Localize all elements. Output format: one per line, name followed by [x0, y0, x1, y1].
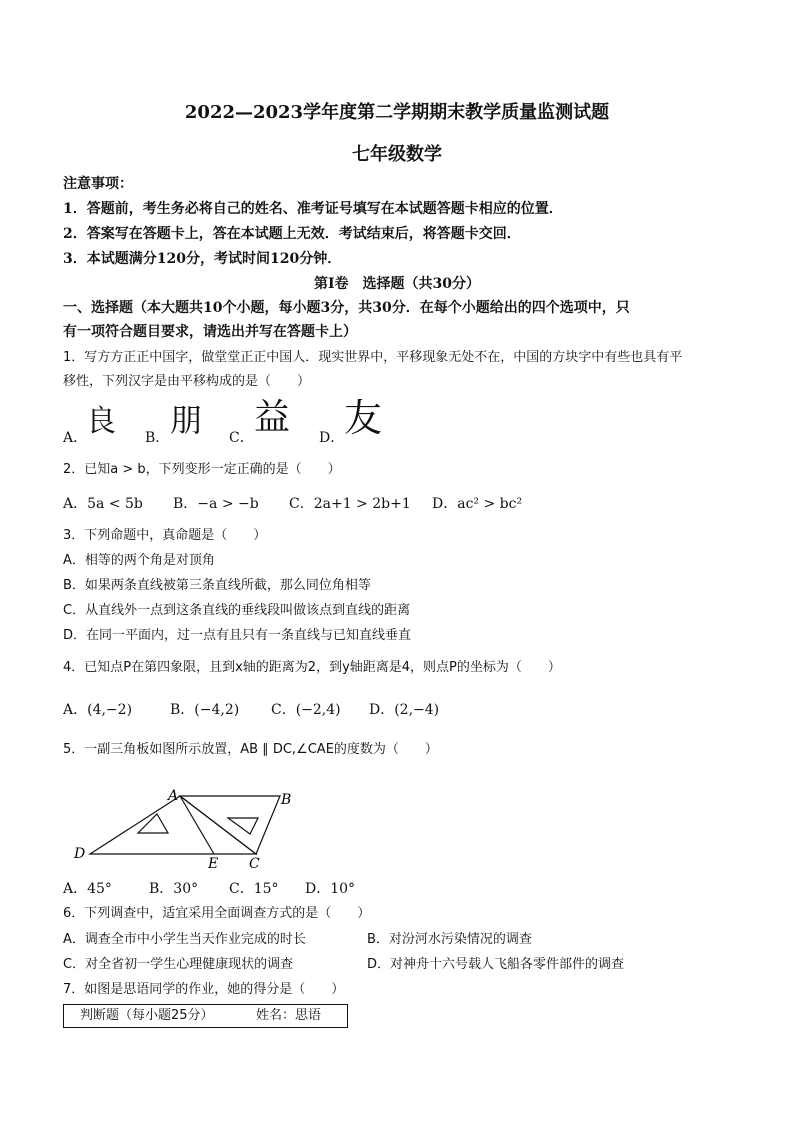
q6-option-b: B．对汾河水污染情况的调查: [367, 932, 532, 947]
q7-stem: 7．如图是思语同学的作业，她的得分是（ ）: [63, 982, 345, 997]
q4-option-d: D．(2,−4): [369, 702, 440, 718]
notice-item-3: 3．本试题满分120分，考试时间120分钟．: [63, 251, 342, 267]
q3-option-a: A．相等的两个角是对顶角: [63, 553, 215, 568]
line-ae: [180, 796, 214, 854]
q6-option-c: C．对全省初一学生心理健康现状的调查: [63, 957, 294, 972]
label-a: A: [168, 788, 179, 804]
q2-stem: 2．已知a > b，下列变形一定正确的是（ ）: [63, 462, 341, 477]
q1-option-c-label: C．: [229, 430, 254, 446]
section1-line2: 有一项符合题目要求，请选出并写在答题卡上）: [63, 324, 357, 340]
q7-box-title: 判断题（每小题25分）: [80, 1008, 214, 1023]
q7-box-name: 姓名：思语: [256, 1008, 322, 1023]
q2-option-a: A．5a < 5b: [63, 496, 143, 512]
large-triangle: [90, 796, 256, 854]
q5-option-d: D．10°: [305, 881, 356, 897]
q1-stem-line2: 移性，下列汉字是由平移构成的是（ ）: [63, 374, 311, 389]
q5-option-b: B．30°: [149, 881, 199, 897]
q4-option-a: A．(4,−2): [63, 702, 133, 718]
q4-stem: 4．已知点P在第四象限，且到x轴的距离为2，到y轴距离是4，则点P的坐标为（ ）: [63, 660, 561, 675]
q5-figure-triangles: [60, 778, 320, 878]
q5-option-c: C．15°: [229, 881, 279, 897]
q1-option-a-label: A．: [63, 430, 88, 446]
q7-homework-box: [63, 1004, 348, 1028]
q2-option-c: C．2a+1 > 2b+1: [289, 496, 411, 512]
q3-option-d: D．在同一平面内，过一点有且只有一条直线与已知直线垂直: [63, 628, 412, 643]
q4-option-c: C．(−2,4): [271, 702, 341, 718]
notice-heading: 注意事项：: [63, 176, 133, 192]
q5-stem: 5．一副三角板如图所示放置，AB ∥ DC,∠CAE的度数为（ ）: [63, 742, 438, 757]
q6-option-d: D．对神舟十六号载人飞船各零件部件的调查: [367, 957, 625, 972]
q1-option-b-label: B．: [145, 430, 170, 446]
exam-subtitle: 七年级数学: [352, 144, 442, 165]
q2-option-d: D．ac² > bc²: [432, 496, 523, 512]
q3-stem: 3．下列命题中，真命题是（ ）: [63, 528, 267, 543]
section1-line1: 一、选择题（本大题共10个小题，每小题3分，共30分．在每个小题给出的四个选项中，只: [63, 300, 630, 316]
q1-option-b-char: 朋: [170, 401, 203, 439]
inner-hole-left: [138, 814, 168, 833]
q1-option-d-char: 友: [344, 396, 383, 440]
q1-option-a-char: 良: [86, 404, 116, 439]
q1-stem-line1: 1．写方方正正中国字，做堂堂正正中国人．现实世界中，平移现象无处不在，中国的方块字中有些也具有平: [63, 350, 683, 365]
q5-option-a: A．45°: [63, 881, 112, 897]
q3-option-b: B．如果两条直线被第三条直线所截，那么同位角相等: [63, 578, 371, 593]
label-b: B: [281, 792, 292, 808]
part1-title: 第Ⅰ卷 选择题（共30分）: [313, 276, 481, 292]
q1-option-d-label: D．: [319, 430, 345, 446]
notice-item-1: 1．答题前，考生务必将自己的姓名、准考证号填写在本试题答题卡相应的位置．: [63, 201, 563, 217]
q1-option-c-char: 益: [254, 397, 291, 438]
q2-option-b: B．−a > −b: [173, 496, 259, 512]
inner-hole-right: [228, 818, 258, 834]
right-triangle: [180, 796, 280, 854]
q4-option-b: B．(−4,2): [170, 702, 240, 718]
label-d: D: [74, 846, 86, 862]
label-e: E: [208, 856, 219, 872]
q6-stem: 6．下列调查中，适宜采用全面调查方式的是（ ）: [63, 906, 371, 921]
notice-item-2: 2．答案写在答题卡上，答在本试题上无效．考试结束后，将答题卡交回．: [63, 226, 521, 242]
label-c: C: [249, 856, 260, 872]
q6-option-a: A．调查全市中小学生当天作业完成的时长: [63, 932, 306, 947]
q3-option-c: C．从直线外一点到这条直线的垂线段叫做该点到直线的距离: [63, 603, 411, 618]
exam-title: 2022—2023学年度第二学期期末教学质量监测试题: [184, 102, 610, 123]
